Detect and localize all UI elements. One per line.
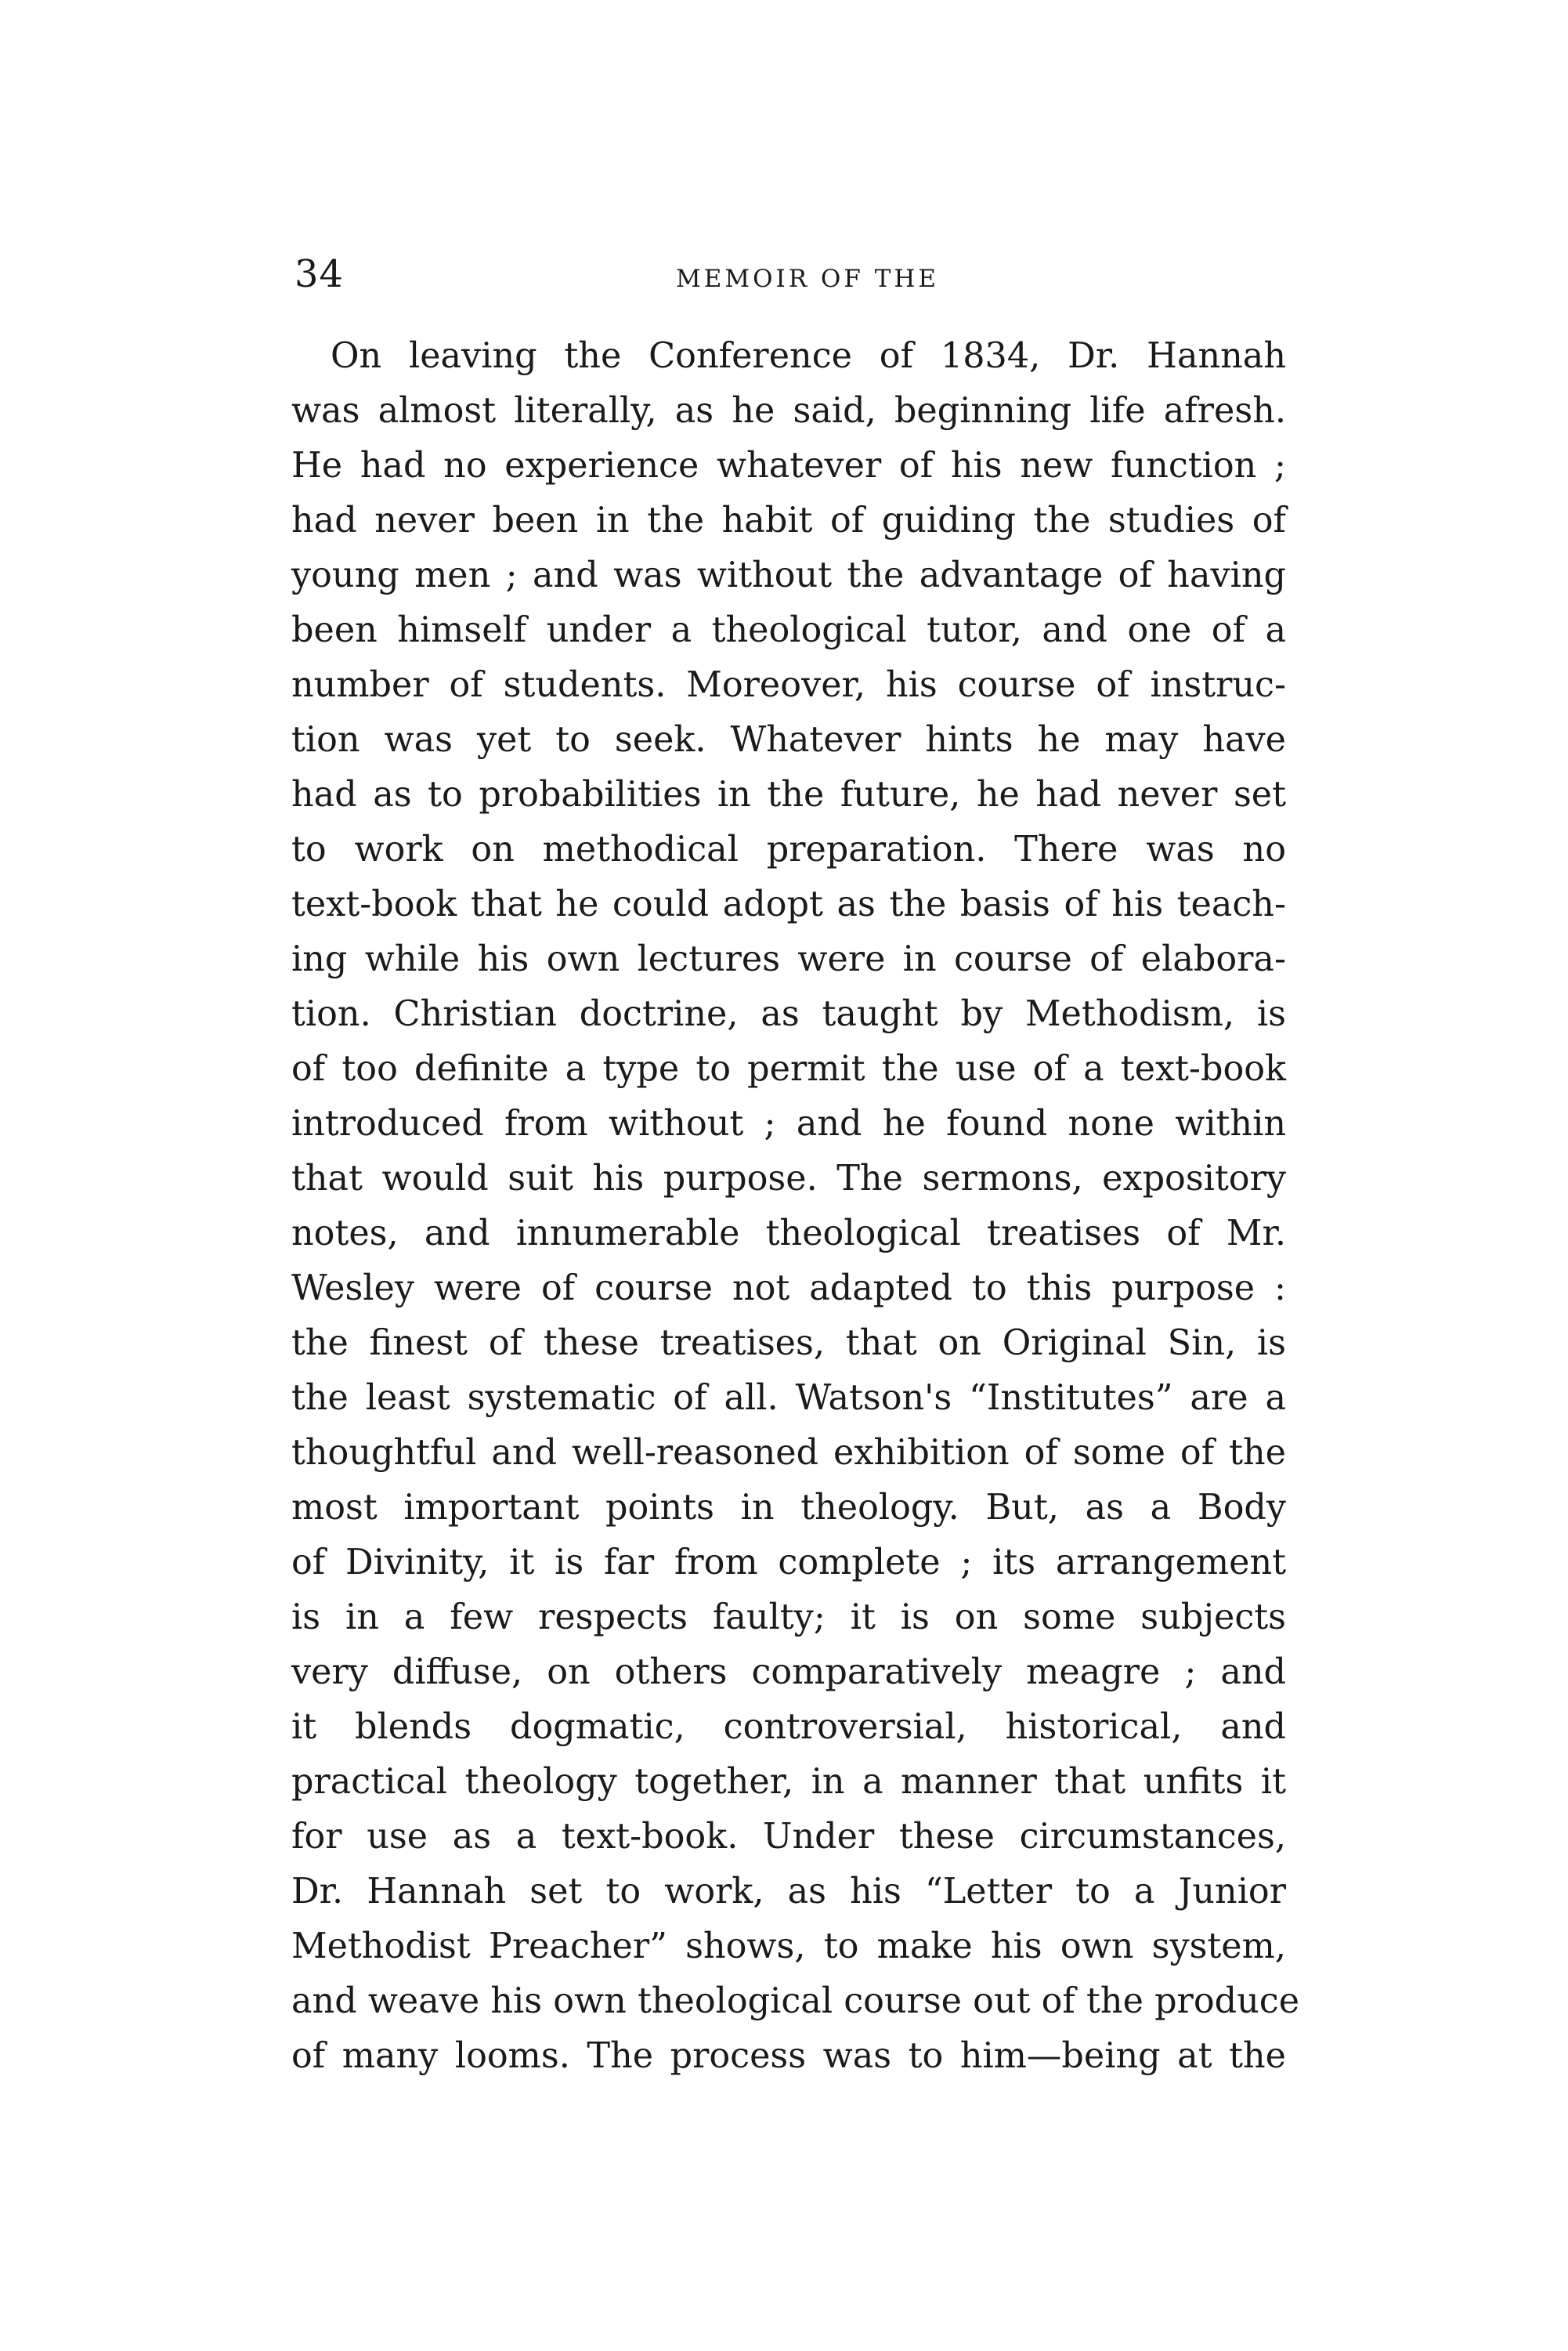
- text-line: had as to probabilities in the future, he had never set: [291, 775, 1286, 815]
- text-line: very diffuse, on others comparatively meagre ; and: [291, 1652, 1286, 1692]
- text-line: that would suit his purpose. The sermons, expository: [291, 1159, 1286, 1199]
- text-line: Wesley were of course not adapted to this purpose :: [291, 1268, 1286, 1308]
- text-line: practical theology together, in a manner that unfits it: [291, 1762, 1286, 1802]
- text-line: number of students. Moreover, his course of instruc-: [291, 665, 1286, 705]
- text-line: for use as a text-book. Under these circumstances,: [291, 1817, 1286, 1857]
- running-title: MEMOIR OF THE: [675, 265, 940, 293]
- text-line: thoughtful and well-reasoned exhibition of some of the: [291, 1433, 1286, 1473]
- text-line: notes, and innumerable theological treatises of Mr.: [291, 1213, 1286, 1253]
- text-line: the least systematic of all. Watson's “Institutes” are a: [291, 1378, 1286, 1418]
- text-line: He had no experience whatever of his new function ;: [291, 446, 1286, 486]
- page-number: 34: [294, 252, 345, 296]
- text-line: of too definite a type to permit the use of a text-book: [291, 1049, 1286, 1089]
- text-line: ing while his own lectures were in course of elabora-: [291, 939, 1286, 979]
- text-line: is in a few respects faulty; it is on some subjects: [291, 1597, 1286, 1637]
- text-line: text-book that he could adopt as the basis of his teach-: [291, 884, 1286, 924]
- text-line: and weave his own theological course out of the produce: [291, 1981, 1300, 2021]
- text-line: it blends dogmatic, controversial, historical, and: [291, 1707, 1286, 1747]
- text-line: to work on methodical preparation. There was no: [291, 830, 1286, 870]
- text-line: On leaving the Conference of 1834, Dr. Hannah: [331, 336, 1286, 376]
- text-line: been himself under a theological tutor, and one of a: [291, 610, 1286, 650]
- text-line: was almost literally, as he said, beginning life afresh.: [291, 391, 1286, 431]
- text-line: of Divinity, it is far from complete ; its arrangement: [291, 1543, 1286, 1582]
- text-line: Methodist Preacher” shows, to make his own system,: [291, 1926, 1286, 1966]
- text-line: young men ; and was without the advantage of having: [291, 555, 1286, 595]
- running-head: [294, 247, 1289, 302]
- text-line: tion. Christian doctrine, as taught by Methodism, is: [291, 994, 1286, 1034]
- text-line: the finest of these treatises, that on Original Sin, is: [291, 1323, 1286, 1363]
- text-line: Dr. Hannah set to work, as his “Letter to a Junior: [291, 1872, 1286, 1912]
- text-line: had never been in the habit of guiding the studies of: [291, 501, 1286, 541]
- text-line: most important points in theology. But, as a Body: [291, 1488, 1286, 1528]
- text-line: tion was yet to seek. Whatever hints he may have: [291, 720, 1286, 760]
- text-line: of many looms. The process was to him—being at the: [291, 2036, 1286, 2076]
- body-text: [291, 329, 1300, 2084]
- text-line: introduced from without ; and he found none within: [291, 1104, 1286, 1144]
